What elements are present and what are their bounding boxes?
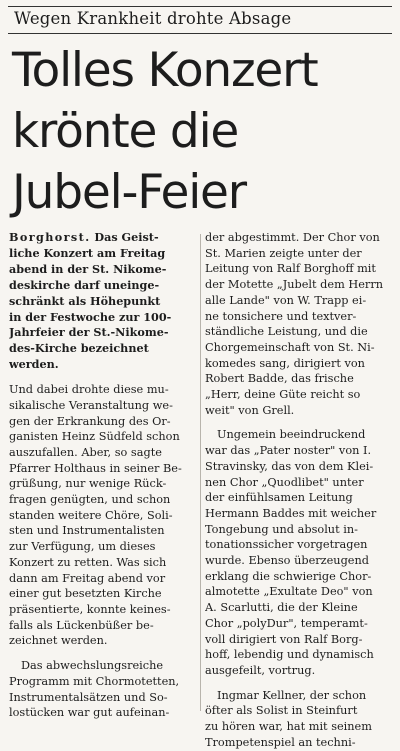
- lead-line: Das Geist-: [94, 230, 159, 244]
- body-line: ne tonsichere und textver-: [205, 309, 357, 323]
- kicker-line: Wegen Krankheit drohte Absage: [14, 9, 292, 28]
- body-line: komedes sang, dirigiert von: [205, 356, 365, 370]
- body-line: Robert Badde, das frische: [205, 372, 354, 386]
- body-line: dann am Freitag abend vor: [9, 571, 166, 585]
- body-line: „Herr, deine Güte reicht so: [205, 388, 361, 402]
- body-line: Hermann Baddes mit weicher: [205, 506, 377, 520]
- lead-line: deskirche darf uneinge-: [9, 277, 160, 292]
- body-paragraph: [205, 427, 392, 678]
- body-line: ganisten Heinz Südfeld schon: [9, 430, 180, 444]
- body-line: erklang die schwierige Chor-: [205, 569, 372, 583]
- body-line: ausgefeilt, vortrug.: [205, 663, 316, 677]
- body-line: auszufallen. Aber, so sagte: [9, 445, 162, 459]
- right-column: [205, 230, 392, 751]
- lead-line: des-Kirche bezeichnet: [9, 341, 149, 356]
- lead-line: in der Festwoche zur 100-: [9, 309, 172, 324]
- body-line: Trompetenspiel an techni-: [205, 735, 356, 749]
- body-line: nen Chor „Quodlibet" unter: [205, 475, 364, 489]
- body-line: der Motette „Jubelt dem Herrn: [205, 278, 384, 292]
- body-line: sten und Instrumentalisten: [9, 524, 165, 538]
- column-rule: [200, 234, 201, 711]
- body-line: standen weitere Chöre, Soli-: [9, 508, 173, 522]
- body-line: der einfühlsamen Leitung: [205, 491, 353, 505]
- body-line: weit" von Grell.: [205, 403, 295, 417]
- lead-line: Jahrfeier der St.-Nikome-: [9, 325, 169, 340]
- body-line: Stravinsky, das von dem Klei-: [205, 459, 374, 473]
- body-line: Konzert zu retten. Was sich: [9, 555, 167, 569]
- body-line: Und dabei drohte diese mu-: [9, 383, 169, 397]
- headline: [12, 40, 398, 223]
- lead-paragraph: [9, 230, 195, 373]
- lead-line: abend in der St. Nikome-: [9, 261, 167, 276]
- body-line: sikalische Veranstaltung we-: [9, 398, 173, 412]
- body-paragraph: [205, 688, 392, 751]
- body-line: Chor „polyDur", temperamt-: [205, 616, 368, 630]
- dateline-place: Borghorst.: [9, 230, 91, 244]
- body-line: präsentierte, konnte keines-: [9, 603, 171, 616]
- body-paragraph: [205, 230, 392, 418]
- body-paragraph: [9, 658, 195, 721]
- left-column: [9, 230, 195, 721]
- body-line: Ingmar Kellner, der schon: [217, 688, 367, 702]
- top-rule: [8, 6, 392, 7]
- body-line: Programm mit Chormotetten,: [9, 674, 180, 688]
- body-line: der abgestimmt. Der Chor von: [205, 231, 380, 244]
- body-line: Pfarrer Holthaus in seiner Be-: [9, 461, 182, 475]
- body-line: Tongebung und absolut in-: [205, 522, 358, 536]
- body-line: grüßung, nur wenige Rück-: [9, 477, 167, 491]
- body-line: Chorgemeinschaft von St. Ni-: [205, 340, 375, 354]
- body-line: St. Marien zeigte unter der: [205, 246, 362, 260]
- kicker-rule: [8, 33, 392, 34]
- headline-line: Tolles Konzert: [12, 43, 318, 98]
- body-line: gen der Erkrankung des Or-: [9, 414, 171, 428]
- body-line: ständliche Leistung, und die: [205, 325, 368, 339]
- body-line: falls als Lückenbüßer be-: [9, 618, 154, 632]
- body-line: lostücken war gut aufeinan-: [9, 706, 170, 720]
- body-line: almotette „Exultate Deo" von: [205, 585, 373, 599]
- lead-line: liche Konzert am Freitag: [9, 245, 166, 260]
- body-line: zu hören war, hat mit seinem: [205, 720, 372, 734]
- body-line: Leitung von Ralf Borghoff mit: [205, 262, 376, 276]
- body-line: zur Verfügung, um dieses: [9, 540, 156, 554]
- lead-line: werden.: [9, 357, 59, 372]
- headline-line: Jubel-Feier: [12, 165, 246, 220]
- body-line: wurde. Ebenso überzeugend: [205, 554, 370, 568]
- headline-line: krönte die: [12, 104, 239, 159]
- body-line: tonationssicher vorgetragen: [205, 538, 368, 552]
- body-paragraph: [9, 382, 195, 649]
- body-line: hoff, lebendig und dynamisch: [205, 648, 374, 662]
- body-line: voll dirigiert von Ralf Borg-: [205, 632, 363, 646]
- body-line: war das „Pater noster" von I.: [205, 444, 372, 458]
- body-line: öfter als Solist in Steinfurt: [205, 704, 358, 718]
- body-line: A. Scarlutti, die der Kleine: [205, 601, 358, 615]
- body-line: einer gut besetzten Kirche: [9, 587, 162, 601]
- body-line: Instrumentalsätzen und So-: [9, 690, 168, 704]
- lead-line: schränkt als Höhepunkt: [9, 293, 161, 308]
- body-line: Das abwechslungsreiche: [21, 659, 164, 673]
- body-line: fragen genügten, und schon: [9, 493, 171, 507]
- body-line: zeichnet werden.: [9, 634, 108, 648]
- body-line: Ungemein beeindruckend: [217, 428, 366, 442]
- body-line: alle Lande" von W. Trapp ei-: [205, 293, 367, 307]
